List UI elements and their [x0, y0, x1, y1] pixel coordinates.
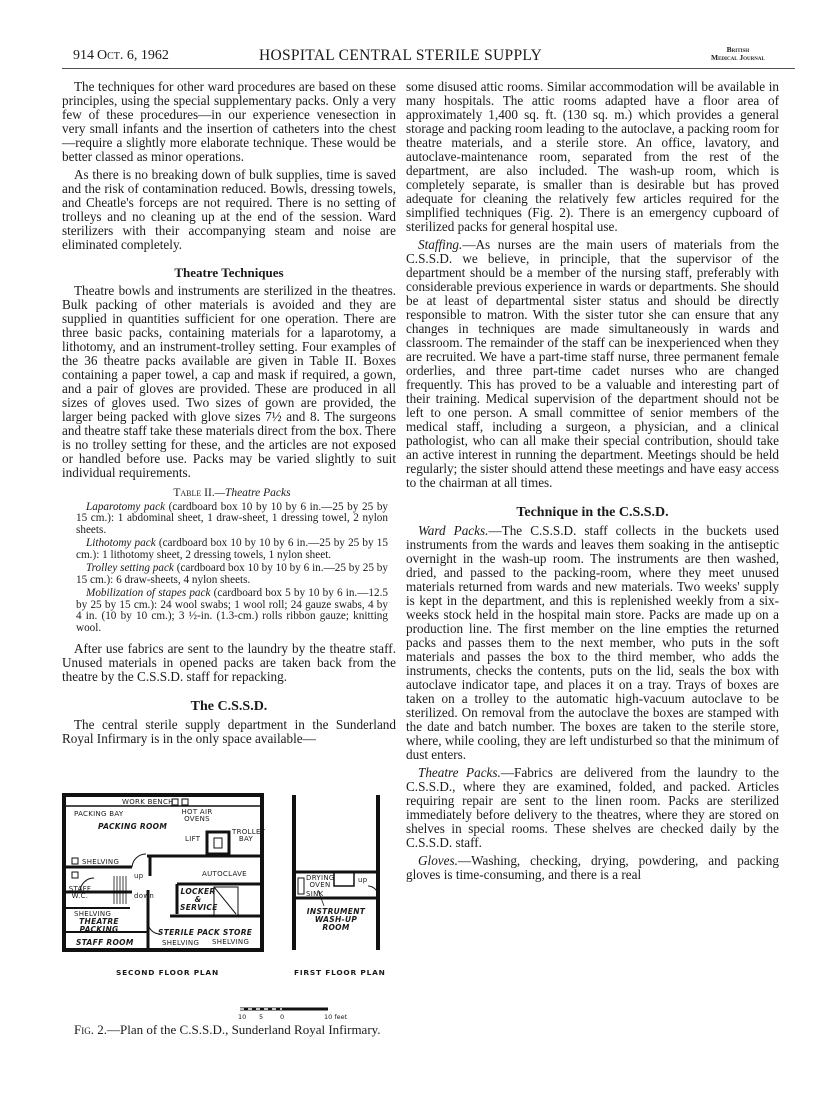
- second-floor-plan-caption: SECOND FLOOR PLAN: [116, 968, 219, 977]
- scale-tick: 10 feet: [324, 1013, 348, 1021]
- run-in-heading: Ward Packs.: [418, 523, 489, 538]
- scale-tick: 5: [259, 1013, 264, 1021]
- lift-car: [214, 838, 222, 848]
- run-in-heading: Theatre Packs.: [418, 765, 501, 780]
- table-entry: [76, 563, 388, 586]
- label-packing-bay: PACKING BAY: [74, 810, 124, 818]
- run-in-heading: Gloves.: [418, 853, 458, 868]
- paragraph-text: —As nurses are the main users of materials from the C.S.S.D. we believe, in principle, that the supervisor of the department should be a member of the nursing staff, preferably with considerable previous experience in wards or departments. She should be at least of departmental sister status and should be directly responsible to matron. With the sister tutor she can ensure that any changes in techniques are made simultaneously in wards and classroom. The remainder of the staff can be inexperienced when they are recruited. We have a part-time staff nurse, three permanent female orderlies, and three part-time cadet nurses who are changed frequently. This has proved to be a valuable and interesting part of their training. Medical supervision of the department should not be left to one person. A small committee of senior members of the medical staff, including a surgeon, a physician, and a clinical pathologist, who can all make their special contribution, should take an active interest in running the department. Meetings should be held regularly; the sister should attend these meetings and have easy access to the chairman at all times.: [406, 237, 779, 490]
- shelf-box: [72, 872, 78, 878]
- label-up: up: [134, 872, 144, 880]
- label-packing-room: PACKING ROOM: [98, 822, 168, 831]
- section-heading-theatre-techniques: Theatre Techniques: [174, 265, 284, 280]
- right-column: [406, 80, 779, 886]
- pack-name: Lithotomy pack: [86, 537, 156, 549]
- label-sterile-pack-store: STERILE PACK STORE: [158, 928, 253, 937]
- table-caption: —Theatre Packs: [214, 487, 291, 499]
- sink: [298, 878, 304, 894]
- left-column: [62, 80, 396, 750]
- paragraph-staffing: [406, 238, 779, 490]
- floor-plan-figure: [62, 792, 402, 1052]
- paragraph-gloves: [406, 854, 779, 882]
- table-title: [76, 488, 388, 500]
- header-rule: [62, 68, 795, 69]
- label-autoclave: AUTOCLAVE: [202, 870, 247, 878]
- paragraph: Theatre bowls and instruments are sterilized in the theatres. Bulk packing of other materials is avoided and they are supplied in quantities sufficient for one operation. There are three basic packs, containing materials for a laparotomy, a lithotomy, and an instrument-trolley setting. Four examples of the 36 theatre packs available are given in Table II. Boxes containing a paper towel, a cap and mask if required, a gown, and a pair of gloves are provided. These are produced in all sizes of gloves used. Two sizes of gown are provided, the larger being packed with glove sizes 7½ and 8. The surgeons and theatre staff take these materials direct from the box. There is no trolley setting for these, and the articles are not exposed or handled before use. Packs may be varied slightly to suit individual requirements.: [62, 283, 396, 480]
- figure-caption: [74, 1022, 381, 1038]
- pack-contents: (cardboard box 10 by 10 by 6 in.—25 by 25 by 15 cm.): 1 abdominal sheet, 1 draw-sheet, 1 dressing towel, 2 nylon sheets.: [76, 500, 389, 536]
- label-shelving: SHELVING: [212, 938, 250, 946]
- journal-line-2: Medical Journal: [711, 53, 765, 62]
- label-work-bench: WORK BENCH: [122, 798, 174, 806]
- page-number: 914: [73, 48, 94, 63]
- label-down: down: [134, 892, 155, 900]
- pack-name: Trolley setting pack: [86, 562, 174, 574]
- paragraph-ward-packs: [406, 524, 779, 762]
- table-entry: [76, 538, 388, 561]
- table-entry: [76, 588, 388, 634]
- paragraph-text: —The C.S.S.D. staff collects in the buckets used instruments from the wards and leaves them soaking in the antiseptic overnight in the wash-up room. The instruments are then washed, dried, and passed to the packing-room, where they meet unused materials returned from wards and new materials. Two weeks' supply is kept in the department, and this is replenished weekly from a six-weeks stock held in the hospital main store. Packs are made up on a production line. The first member on the line empties the returned packs and passes them to the next member, who puts in the soft materials and passes the box to the third member, who adds the instruments, checks the contents, puts on the lid, seals the box with autoclave indicator tape, and places it on a tray. Trays of boxes are taken on a trolley to the automatic high-vacuum autoclave to be sterilized. On removal from the autoclave the boxes are stamped with the date and batch number. The boxes are taken to the sterile store, where, while cooling, they are left undisturbed so that the minimum of dust enters.: [406, 523, 779, 762]
- label-locker-service: LOCKER & SERVICE: [180, 887, 218, 912]
- pack-name: Mobilization of stapes pack: [86, 587, 211, 599]
- table-entry: [76, 502, 388, 537]
- pack-contents: (cardboard box 10 by 10 by 6 in.—25 by 25 by 15 cm.): 1 lithotomy sheet, 2 dressing towels, 1 nylon sheet.: [76, 537, 388, 561]
- paragraph-text: —Fabrics are delivered from the laundry to the C.S.S.D., where they are examined, folded, and packed. Articles requiring repair are sent to the linen room. Packs are sterilized immediately before delivery to the theatres, where they are stored on shelves in special rooms. These shelves are checked daily by the C.S.S.D. staff.: [406, 765, 779, 850]
- label-staff-room: STAFF ROOM: [76, 938, 134, 947]
- label-hot-air-ovens: HOT AIR OVENS: [181, 808, 213, 823]
- section-heading-cssd: The C.S.S.D.: [190, 699, 268, 714]
- paragraph-theatre-packs: [406, 766, 779, 850]
- table-label: Table II.: [173, 487, 215, 499]
- pack-name: Laparotomy pack: [86, 500, 166, 513]
- label-drying-oven: DRYING OVEN: [306, 874, 335, 889]
- figure-caption-text: —Plan of the C.S.S.D., Sunderland Royal Infirmary.: [106, 1022, 381, 1037]
- running-title: HOSPITAL CENTRAL STERILE SUPPLY: [259, 47, 543, 64]
- paragraph: The techniques for other ward procedures are based on these principles, using the special supplementary packs. Only a very few of these procedures—in our experience venesection in very small infants and the insertion of catheters into the chest—require a slightly more elaborate technique. These would be better classed as minor operations.: [62, 79, 396, 164]
- run-in-heading: Staffing.: [418, 237, 463, 252]
- label-up: up: [358, 876, 368, 884]
- label-sink: SINK: [306, 890, 324, 898]
- paragraph: As there is no breaking down of bulk supplies, time is saved and the risk of contamination reduced. Bowls, dressing towels, and Cheatle's forceps are not required. There is no setting of trolleys and no cleaning up at the end of the session. Ward sterilizers with their accompanying steam and noise are eliminated completely.: [62, 167, 396, 252]
- label-instrument-wash-up-room: INSTRUMENT WASH-UP ROOM: [306, 907, 366, 932]
- stairs: [114, 876, 126, 904]
- label-staff-wc: STAFF W.C.: [68, 885, 92, 900]
- pack-contents: (cardboard box 5 by 10 by 6 in.—12.5 by 25 by 15 cm.): 24 wool swabs; 1 wool roll; 24 gauze swabs, 4 by 4 in. (10 by 10 cm.); 3 ½-in. (1.3-cm.) rolls ribbon gauze; knitting wool.: [76, 587, 388, 634]
- label-shelving: SHELVING: [74, 910, 112, 918]
- oven-2: [182, 799, 188, 805]
- paragraph: some disused attic rooms. Similar accommodation will be available in many hospitals. The attic rooms adapted have a floor area of approximately 1,400 sq. ft. (130 sq. m.) which provides a general storage and packing room leading to the autoclave, a packing room for theatre materials, and a sterile store. An office, lavatory, and autoclave-maintenance room, separated from the rest of the department, are also included. The wash-up room, which is completely separate, is smaller than is desirable but has proved adequate for cleaning the relatively few articles required for the simplified techniques (Fig. 2). There is an emergency cupboard of sterilized packs for general hospital use.: [406, 79, 779, 234]
- scale-tick: 0: [280, 1013, 285, 1021]
- figure-label: Fig. 2.: [74, 1022, 107, 1037]
- label-shelving: SHELVING: [162, 939, 200, 947]
- stair-block: [334, 872, 354, 886]
- first-floor-plan-caption: FIRST FLOOR PLAN: [294, 968, 386, 977]
- pack-contents: (cardboard box 10 by 10 by 6 in.—25 by 25 by 15 cm.): 6 draw-sheets, 4 nylon sheets.: [76, 562, 388, 586]
- lift-shaft: [207, 832, 229, 854]
- scale-tick: 10: [238, 1013, 247, 1021]
- label-lift: LIFT: [185, 835, 201, 843]
- paragraph: After use fabrics are sent to the laundry by the theatre staff. Unused materials in opened packs are taken back from the theatre by the C.S.S.D. staff for repacking.: [62, 641, 396, 684]
- section-heading-technique: Technique in the C.S.S.D.: [516, 505, 669, 520]
- shelf-box: [72, 858, 78, 864]
- table-ii: [76, 488, 388, 634]
- label-theatre-packing: THEATRE PACKING: [79, 917, 119, 934]
- journal-name: [711, 46, 765, 62]
- journal-line-1: British: [726, 45, 750, 54]
- paragraph: The central sterile supply department in the Sunderland Royal Infirmary is in the only space available—: [62, 717, 396, 746]
- label-trolley-bay: TROLLEY BAY: [232, 828, 266, 843]
- paragraph-text: —Washing, checking, drying, powdering, and packing gloves is time-consuming, and there is a real: [406, 853, 779, 882]
- running-header: [73, 46, 793, 68]
- issue-date: Oct. 6, 1962: [97, 48, 169, 63]
- door-swing: [132, 854, 146, 867]
- label-shelving: SHELVING: [82, 858, 120, 866]
